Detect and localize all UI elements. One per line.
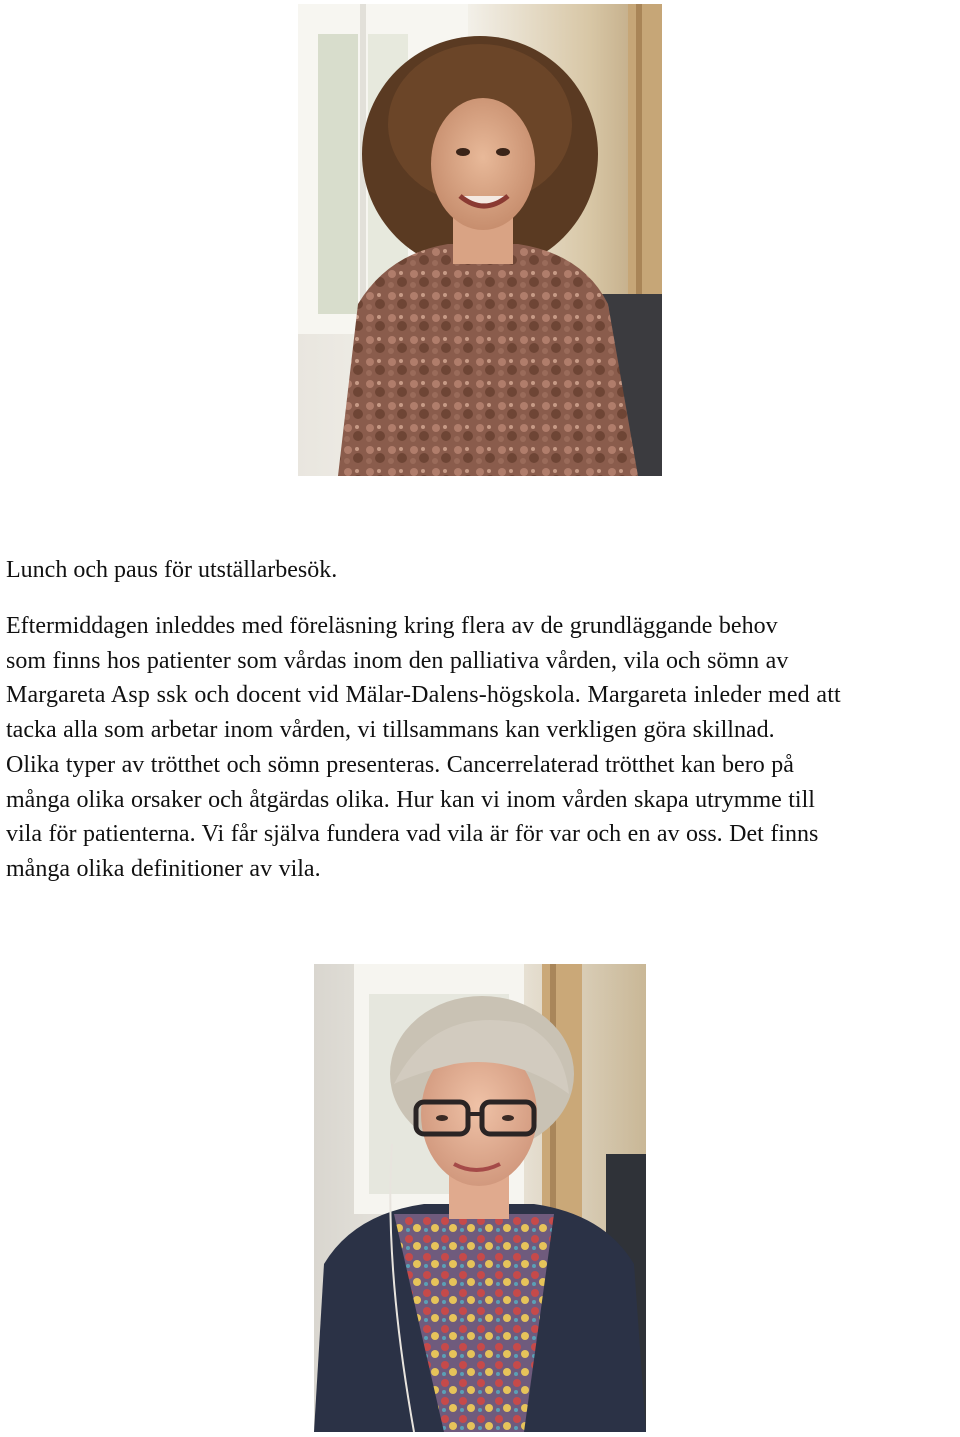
paragraph-line: många olika orsaker och åtgärdas olika. Hur kan vi inom vården skapa utrymme till [6,786,815,813]
photo-woman-glasses-icon [314,964,646,1432]
paragraph-line: Eftermiddagen inleddes med föreläsning kring flera av de grundläggande behov [6,613,778,639]
paragraph-line: Olika typer av trötthet och sömn presenteras. Cancerrelaterad trötthet kan bero på [6,751,794,778]
paragraph-line: Margareta Asp ssk och docent vid Mälar-Dalens-högskola. Margareta inleder med att [6,682,841,709]
paragraph-line: tacka alla som arbetar inom vården, vi tillsammans kan verkligen göra skillnad. [6,717,775,744]
speaker-photo-bottom [314,964,646,1432]
article-paragraph [6,609,958,887]
photo-woman-curly-hair-icon [298,4,662,476]
paragraph-line: som finns hos patienter som vårdas inom den palliativa vården, vila och sömn av [6,647,789,674]
speaker-photo-top [298,4,662,476]
caption-text: Lunch och paus för utställarbesök. [6,557,338,583]
paragraph-line: många olika definitioner av vila. [6,855,321,882]
paragraph-line: vila för patienterna. Vi får själva fundera vad vila är för var och en av oss. Det finns [6,821,819,848]
